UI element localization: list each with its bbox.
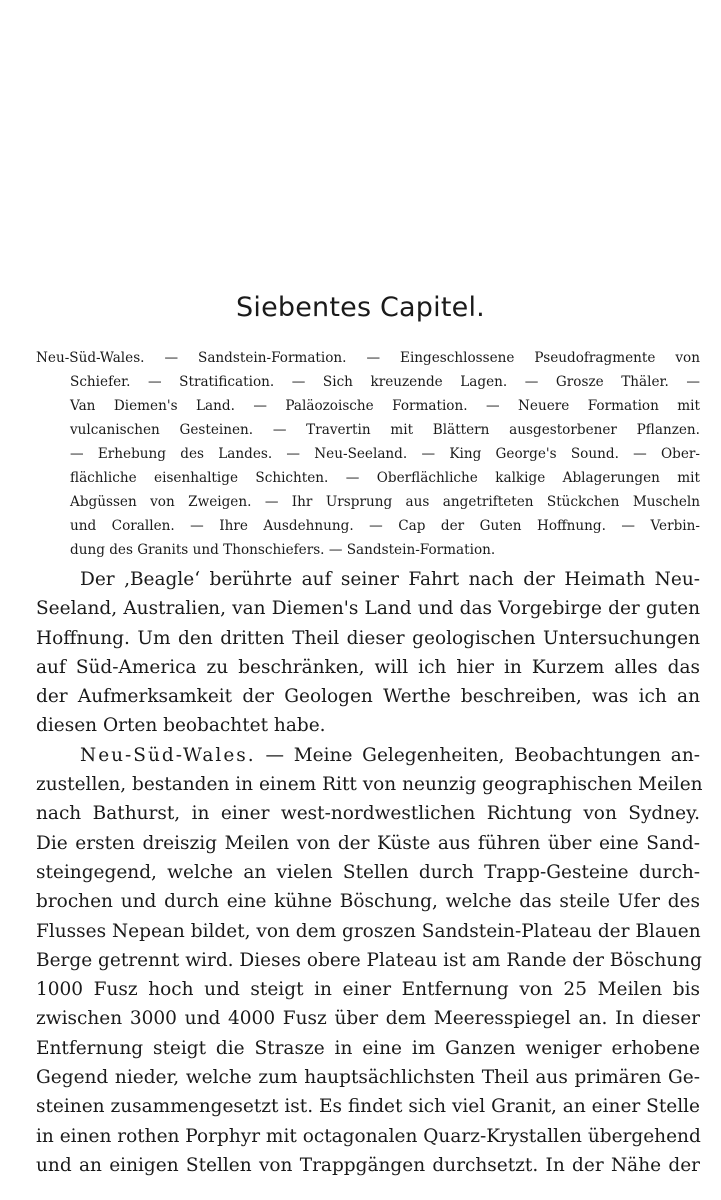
paragraph-1 (36, 565, 700, 741)
text-line: steingegend, welche an vielen Stellen durch Trapp-Gesteine durch- (36, 861, 700, 883)
summary-line: — Erhebung des Landes. — Neu-Seeland. — King George's Sound. — Ober- (70, 446, 700, 462)
text-line: Seeland, Australien, van Diemen's Land und das Vorgebirge der guten (36, 598, 700, 620)
text-line: nach Bathurst, in einer west-nordwestlichen Richtung von Sydney. (36, 803, 700, 825)
body-text (36, 565, 703, 1180)
paragraph-2 (36, 741, 703, 1180)
text-line: Berge getrennt wird. Dieses obere Plateau ist am Rande der Böschung (36, 949, 702, 971)
section-heading: Neu-Süd-Wales. (80, 744, 256, 766)
text-line: steinen zusammengesetzt ist. Es findet sich viel Granit, an einer Stelle (36, 1096, 700, 1118)
text-line: Die ersten dreiszig Meilen von der Küste aus führen über eine Sand- (36, 832, 700, 854)
text-line: Entfernung steigt die Strasze in eine im Ganzen weniger erhobene (36, 1037, 700, 1059)
text-line: auf Süd-America zu beschränken, will ich hier in Kurzem alles das (36, 656, 700, 678)
text-line: Flusses Nepean bildet, von dem groszen Sandstein-Plateau der Blauen (36, 920, 701, 942)
summary-line: flächliche eisenhaltige Schichten. — Oberflächliche kalkige Ablagerungen mit (70, 470, 700, 486)
text-line: diesen Orten beobachtet habe. (36, 715, 326, 737)
text-line: und an einigen Stellen von Trappgängen durchsetzt. In der Nähe der (36, 1154, 700, 1176)
summary-line: und Corallen. — Ihre Ausdehnung. — Cap der Guten Hoffnung. — Verbin- (70, 518, 700, 534)
summary-line: Schiefer. — Stratification. — Sich kreuzende Lagen. — Grosze Thäler. — (70, 374, 700, 390)
text-line: Gegend nieder, welche zum hauptsächlichsten Theil aus primären Ge- (36, 1067, 700, 1089)
text-line: Hoffnung. Um den dritten Theil dieser geologischen Untersuchungen (36, 627, 700, 649)
text-line: brochen und durch eine kühne Böschung, welche das steile Ufer des (36, 891, 700, 913)
text-line: zwischen 3000 und 4000 Fusz über dem Meeresspiegel an. In dieser (36, 1008, 700, 1030)
text-line: Der ‚Beagle‘ berührte auf seiner Fahrt nach der Heimath Neu- (80, 569, 700, 590)
chapter-summary (36, 346, 700, 562)
summary-line: Neu-Süd-Wales. — Sandstein-Formation. — Eingeschlossene Pseudofragmente von (36, 350, 700, 366)
text-line: der Aufmerksamkeit der Geologen Werthe beschreiben, was ich an (36, 686, 700, 708)
summary-line: vulcanischen Gesteinen. — Travertin mit Blättern ausgestorbener Pflanzen. (70, 422, 700, 438)
summary-line: dung des Granits und Thonschiefers. — Sandstein-Formation. (70, 542, 496, 558)
summary-line: Van Diemen's Land. — Paläozoische Formation. — Neuere Formation mit (70, 398, 700, 414)
text-line: zustellen, bestanden in einem Ritt von neunzig geographischen Meilen (36, 774, 703, 796)
text-line (36, 741, 700, 770)
text-line: in einen rothen Porphyr mit octagonalen Quarz-Krystallen übergehend (36, 1125, 701, 1147)
text-fragment: — Meine Gelegenheiten, Beobachtungen an- (255, 744, 700, 766)
chapter-title: Siebentes Capitel. (236, 292, 485, 323)
text-line: 1000 Fusz hoch und steigt in einer Entfernung von 25 Meilen bis (36, 979, 700, 1001)
summary-line: Abgüssen von Zweigen. — Ihr Ursprung aus angetrifteten Stückchen Muscheln (70, 494, 700, 510)
